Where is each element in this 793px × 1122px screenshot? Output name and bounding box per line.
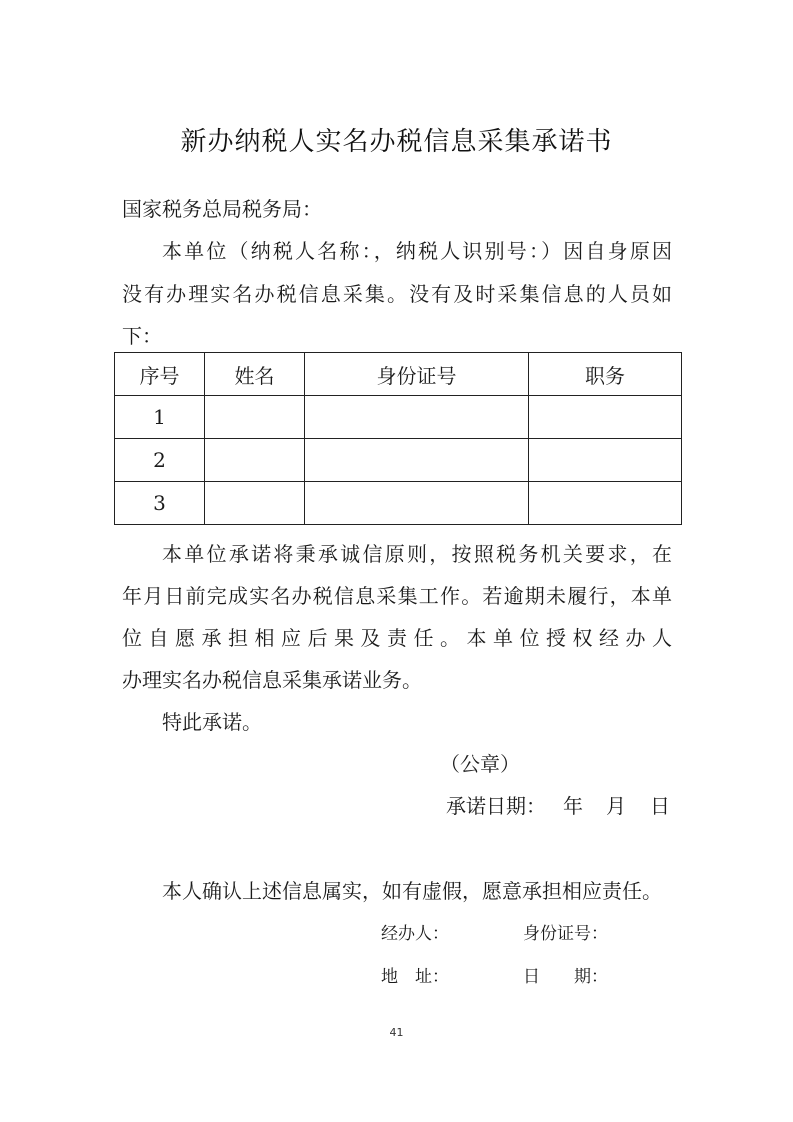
closing-text: 特此承诺。 bbox=[162, 710, 262, 734]
cell-name bbox=[205, 396, 305, 439]
id-number-label: 身份证号： bbox=[523, 924, 608, 944]
cell-position bbox=[529, 482, 682, 525]
document-title: 新办纳税人实名办税信息采集承诺书 bbox=[180, 127, 613, 157]
signing-date-label: 日 期： bbox=[523, 967, 608, 987]
date-day: 日 bbox=[650, 794, 670, 818]
intro-line-2: 没有办理实名办税信息采集。没有及时采集信息的人员如 bbox=[122, 282, 672, 306]
page-number: 41 bbox=[389, 1026, 404, 1039]
agent-label: 经办人： bbox=[381, 924, 449, 944]
cell-position bbox=[529, 439, 682, 482]
promise-line-3: 位自愿承担相应后果及责任。本单位授权经办人 bbox=[122, 626, 672, 650]
promise-line-2: 年月日前完成实名办税信息采集工作。若逾期未履行，本单 bbox=[122, 584, 672, 608]
confirmation-statement: 本人确认上述信息属实，如有虚假，愿意承担相应责任。 bbox=[162, 879, 662, 903]
cell-name bbox=[205, 439, 305, 482]
cell-id-number bbox=[305, 482, 529, 525]
addressee: 国家税务总局税务局： bbox=[122, 197, 322, 221]
personnel-table bbox=[114, 352, 682, 525]
address-label: 地 址： bbox=[381, 967, 449, 987]
cell-id-number bbox=[305, 439, 529, 482]
table-row bbox=[115, 482, 682, 525]
table-row bbox=[115, 439, 682, 482]
header-serial: 序号 bbox=[115, 353, 205, 396]
cell-name bbox=[205, 482, 305, 525]
cell-id-number bbox=[305, 396, 529, 439]
header-name: 姓名 bbox=[205, 353, 305, 396]
cell-serial: 1 bbox=[115, 396, 205, 439]
table-row bbox=[115, 396, 682, 439]
header-position: 职务 bbox=[529, 353, 682, 396]
cell-position bbox=[529, 396, 682, 439]
promise-line-1: 本单位承诺将秉承诚信原则，按照税务机关要求，在 bbox=[162, 542, 672, 566]
promise-line-4: 办理实名办税信息采集承诺业务。 bbox=[122, 668, 422, 692]
table-header-row bbox=[115, 353, 682, 396]
intro-line-1: 本单位（纳税人名称：，纳税人识别号：）因自身原因 bbox=[162, 239, 672, 263]
header-id-number: 身份证号 bbox=[305, 353, 529, 396]
cell-serial: 2 bbox=[115, 439, 205, 482]
commitment-date-label: 承诺日期： bbox=[446, 794, 546, 818]
intro-line-3: 下： bbox=[122, 324, 162, 348]
seal-placeholder: （公章） bbox=[440, 752, 520, 776]
cell-serial: 3 bbox=[115, 482, 205, 525]
date-year: 年 bbox=[563, 794, 583, 818]
date-month: 月 bbox=[606, 794, 626, 818]
